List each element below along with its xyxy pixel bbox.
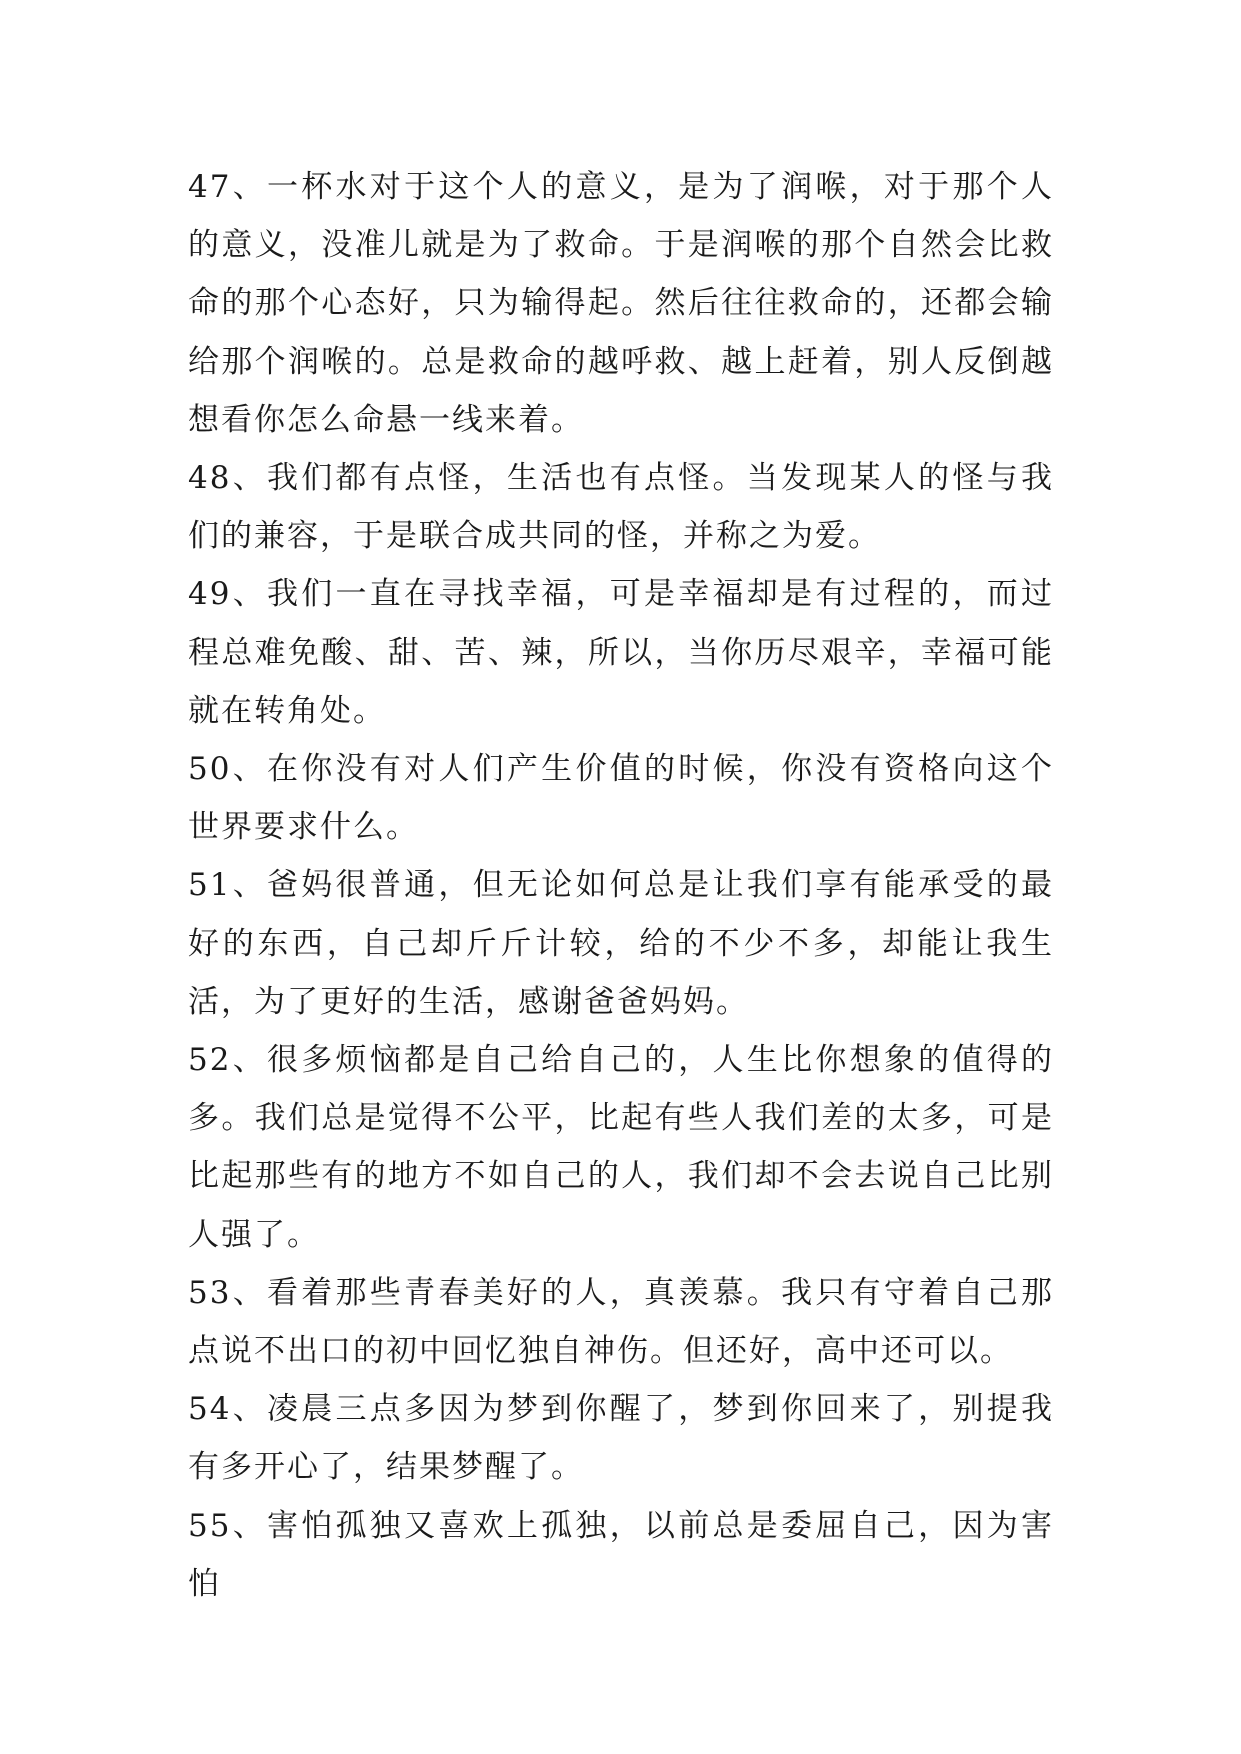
paragraph-50: 50、在你没有对人们产生价值的时候，你没有资格向这个世界要求什么。 [188, 751, 1054, 846]
paragraph-51: 51、爸妈很普通，但无论如何总是让我们享有能承受的最好的东西，自己却斤斤计较，给的不少不多，却能让我生活，为了更好的生活，感谢爸爸妈妈。 [188, 867, 1054, 1020]
paragraph-53: 53、看着那些青春美好的人，真羡慕。我只有守着自己那点说不出口的初中回忆独自神伤。但还好，高中还可以。 [188, 1274, 1054, 1370]
paragraph-47: 47、一杯水对于这个人的意义，是为了润喉，对于那个人的意义，没准儿就是为了救命。于是润喉的那个自然会比救命的那个心态好，只为输得起。然后往往救命的，还都会输给那个润喉的。总是救命的越呼救、越上赶着，别人反倒越想看你怎么命悬一线来着。 [188, 169, 1054, 438]
paragraph-48: 48、我们都有点怪，生活也有点怪。当发现某人的怪与我们的兼容，于是联合成共同的怪，并称之为爱。 [188, 460, 1054, 555]
paragraph-49: 49、我们一直在寻找幸福，可是幸福却是有过程的，而过程总难免酸、甜、苦、辣，所以，当你历尽艰辛，幸福可能就在转角处。 [188, 576, 1054, 729]
paragraph-52: 52、很多烦恼都是自己给自己的，人生比你想象的值得的多。我们总是觉得不公平，比起有些人我们差的太多，可是比起那些有的地方不如自己的人，我们却不会去说自己比别人强了。 [188, 1042, 1054, 1253]
paragraph-55: 55、害怕孤独又喜欢上孤独，以前总是委屈自己，因为害怕 [188, 1507, 1054, 1602]
paragraph-54: 54、凌晨三点多因为梦到你醒了，梦到你回来了，别提我有多开心了，结果梦醒了。 [188, 1391, 1054, 1486]
document-body [188, 158, 1054, 1613]
